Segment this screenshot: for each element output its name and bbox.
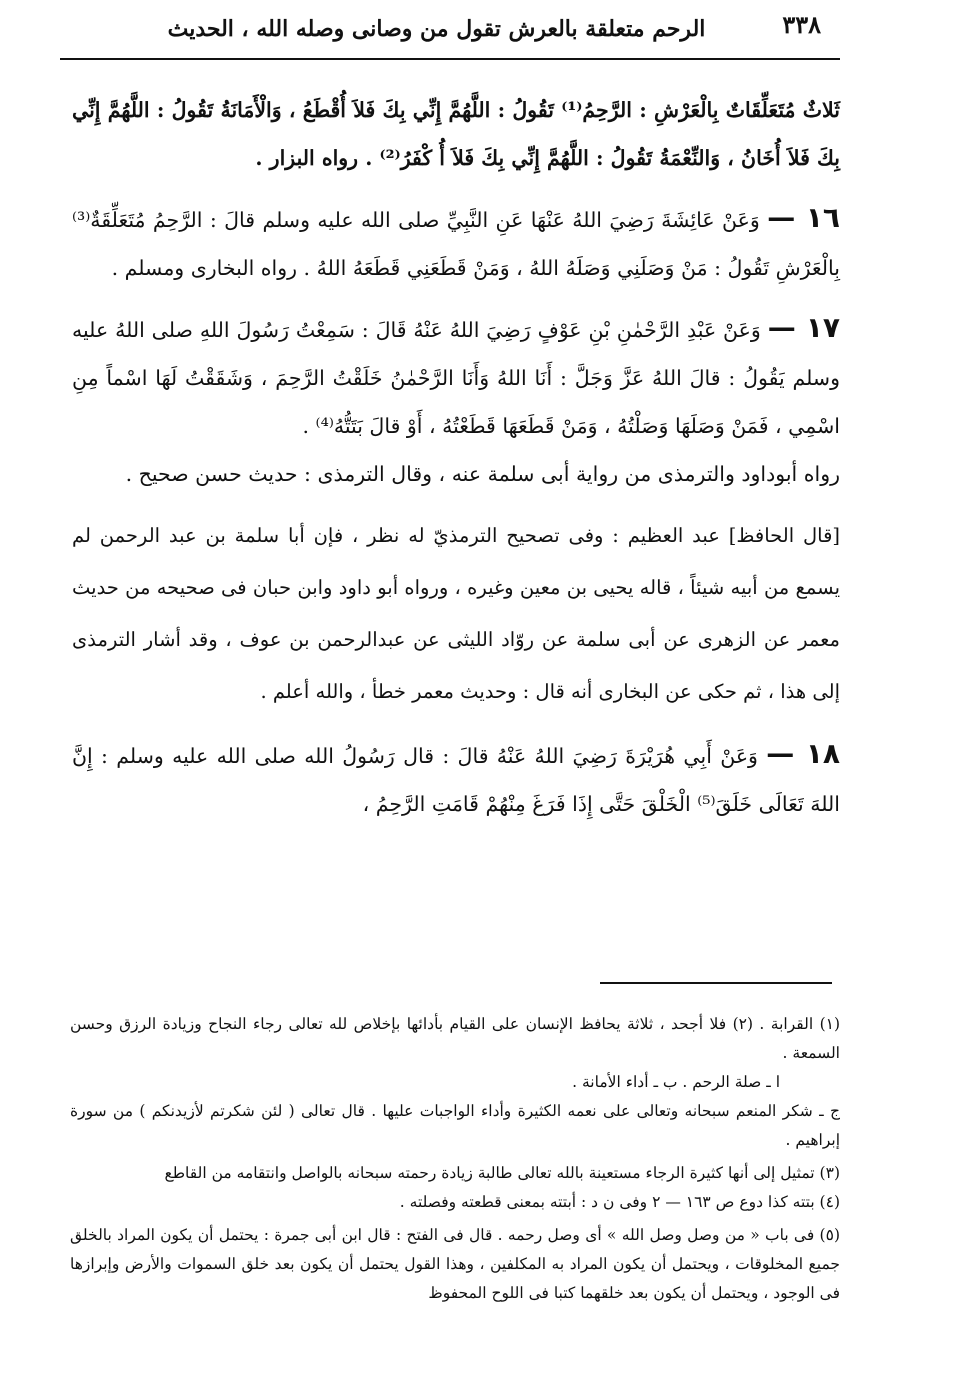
footnote-1-2: (١) القرابة . (٢) فلا أجحد ، ثلاثة يحافظ الإنسان على القيام بأدائها بإخلاص لله تعالى رجاء النجاح وزيادة الرزق وحسن السمعة . bbox=[70, 1015, 841, 1062]
footnote-rule bbox=[600, 982, 832, 984]
hadith-number: ١٦ — bbox=[767, 201, 840, 234]
main-text bbox=[72, 86, 840, 840]
footnotes bbox=[70, 1010, 840, 1308]
hadith-number: ١٨ — bbox=[766, 737, 840, 770]
hadith-text: وَعَنْ عَبْدِ الرَّحْمٰنِ بْنِ عَوْفٍ رَضِيَ اللهُ عَنْهُ قَالَ : سَمِعْتُ رَسُولَ اللهِ صلى اللهُ عليه وسلم يَقُولُ : قالَ اللهُ عَزَّ وَجَلَّ : أَنَا اللهُ وَأَنَا الرَّحْمٰنُ خَلَقْتُ الرَّحِمَ ، وَشَقَقْتُ لَهَا اسْماً مِنِ اسْمِي ، فَمَنْ وَصَلَهَا وَصَلْتُهُ ، وَمَنْ قَطَعَهَا قَطَعْتُهُ ، أَوْ قالَ بَتَتُّهُ⁽⁴⁾ . bbox=[72, 318, 840, 438]
header-rule bbox=[60, 58, 840, 60]
hadith-17 bbox=[72, 304, 840, 498]
hadith-text: وَعَنْ عَائِشَةَ رَضِيَ اللهُ عَنْهَا عَنِ النَّبِيِّ صلى الله عليه وسلم قالَ : الرَّحِمُ مُتَعَلِّقَةٌ⁽³⁾ بِالْعَرْشِ تَقُولُ : مَنْ وَصَلَنِي وَصَلَهُ اللهُ ، وَمَنْ قَطَعَنِي قَطَعَهُ اللهُ . رواه البخارى ومسلم . bbox=[72, 208, 840, 280]
hadith-16 bbox=[72, 194, 840, 292]
footnote-list-c: ج ـ شكر المنعم سبحانه وتعالى على نعمه الكثيرة وأداء الواجبات عليها . قال تعالى ( لئن شكرتم لأزيدنكم ) من سورة إبراهيم . bbox=[70, 1102, 840, 1149]
footnote-list-a-b: ا ـ صلة الرحم . ب ـ أداء الأمانة . bbox=[572, 1073, 780, 1091]
hadith-text: وَعَنْ أَبِي هُرَيْرَةَ رَضِيَ اللهُ عَنْهُ قالَ : قال رَسُولُ الله صلى الله عليه وسلم : إِنَّ اللهَ تَعَالَى خَلَقَ⁽⁵⁾ الْخَلْقَ حَتَّى إِذَا فَرَغَ مِنْهُمْ قَامَتِ الرَّحِمُ ، bbox=[72, 744, 840, 816]
hadith-source: رواه أبوداود والترمذى من رواية أبى سلمة عنه ، وقال الترمذى : حديث حسن صحيح . bbox=[125, 462, 840, 486]
page-number: ٣٣٨ bbox=[782, 10, 821, 39]
footnote-4: (٤) بتته كذا دوع ص ١٦٣ — ٢ وفى ن د : أبتته بمعنى قطعته وفصلته . bbox=[399, 1193, 840, 1211]
hadith-15-continuation: ثَلاثٌ مُتَعَلِّقَاتٌ بِالْعَرْشِ : الرَّحِمُ⁽¹⁾ تَقُولُ : اللَّهُمَّ إِنِّي بِكَ فَلاَ أُقْطَعُ ، وَالْأَمَانَةُ تَقُولُ : اللَّهُمَّ إِنِّي بِكَ فَلاَ أُخَانُ ، وَالنِّعْمَةُ تَقُولُ : اللَّهُمَّ إِنِّي بِكَ فَلاَ أُ كْفَرُ⁽²⁾ . رواه البزار . bbox=[72, 98, 840, 170]
running-title: الرحم متعلقة بالعرش تقول من وصانى وصله الله ، الحديث bbox=[167, 16, 706, 42]
footnote-3: (٣) تمثيل إلى أنها كثيرة الرجاء مستعينة بالله تعالى طالبة زيادة رحمته سبحانه بالواصل وانتقامه من القاطع bbox=[164, 1164, 840, 1182]
hadith-18 bbox=[72, 730, 840, 828]
footnote-5: (٥) فى باب « من وصل وصل الله » أى وصل رحمه . قال فى الفتح : قال ابن أبى جمرة : يحتمل أن يكون المراد بالخلق جميع المخلوقات ، ويحتمل أن يكون المراد به المكلفين ، وهذا القول يحتمل أن يكون بعد خلق السموات والأرض وإبرازها فى الوجود ، ويحتمل أن يكون بعد خلقهما كتبا فى اللوح المحفوظ bbox=[70, 1226, 840, 1302]
hafiz-note: [قال الحافظ] عبد العظيم : وفى تصحيح الترمذيّ له نظر ، فإن أبا سلمة بن عبد الرحمن لم يسمع من أبيه شيئاً ، قاله يحيى بن معين وغيره ، ورواه أبو داود وابن حبان فى صحيحه من حديث معمر عن الزهرى عن أبى سلمة عن روّاد الليثى عن عبدالرحمن بن عوف ، وقد أشار الترمذى إلى هذا ، ثم حكى عن البخارى أنه قال : وحديث معمر خطأ ، والله أعلم . bbox=[72, 524, 840, 703]
hadith-number: ١٧ — bbox=[767, 311, 840, 344]
